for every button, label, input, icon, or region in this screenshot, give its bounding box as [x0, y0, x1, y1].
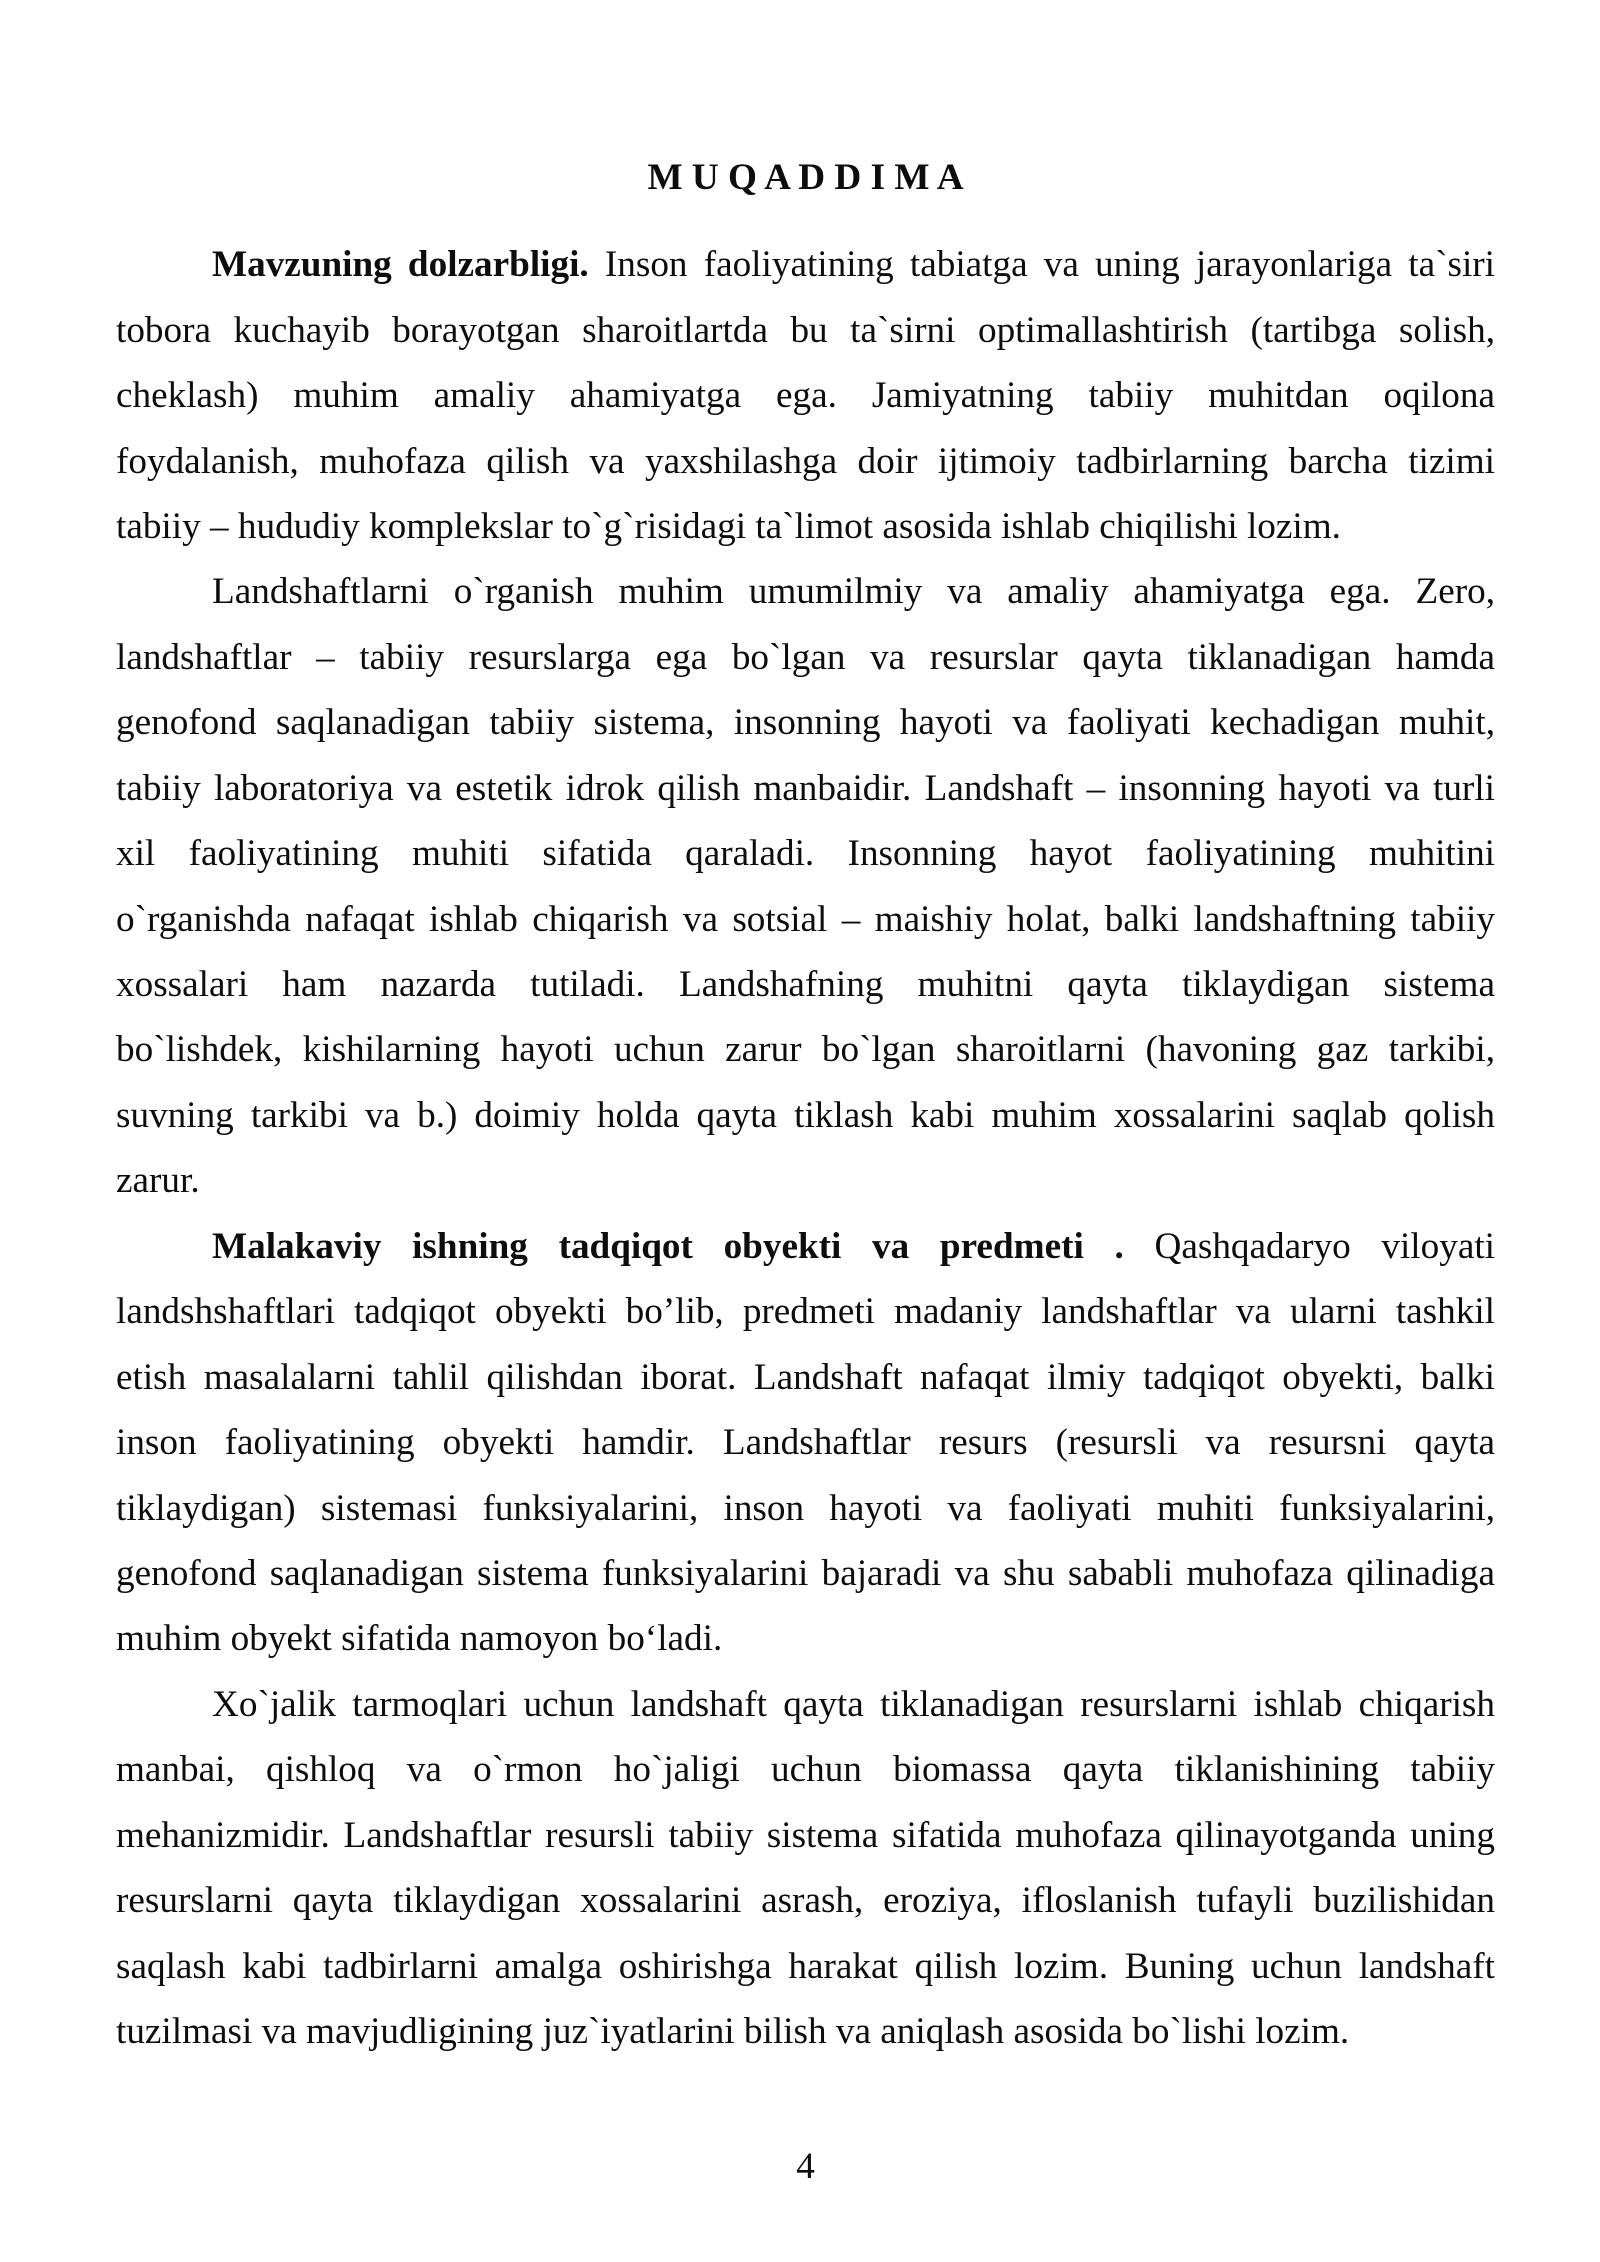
text-line: tabiiy laboratoriya va estetik idrok qilish manbaidir. Landshaft – insonning hayoti va turli — [116, 767, 1495, 809]
text-line: genofond saqlanadigan sistema funksiyalarini bajaradi va shu sababli muhofaza qilinadiga — [116, 1552, 1495, 1594]
text-line: tuzilmasi va mavjudligining juz`iyatlarini bilish va aniqlash asosida bo`lishi lozim. — [116, 2011, 1350, 2053]
text-line: etish masalalarni tahlil qilishdan iborat. Landshaft nafaqat ilmiy tadqiqot obyekti, balki — [116, 1356, 1495, 1398]
text-line: mehanizmidir. Landshaftlar resursli tabiiy sistema sifatida muhofaza qilinayotganda uning — [116, 1814, 1495, 1856]
text-line: landshshaftlari tadqiqot obyekti bo’lib, predmeti madaniy landshaftlar va ularni tashkil — [116, 1291, 1495, 1333]
text-line — [116, 1214, 1495, 1279]
page-content — [116, 145, 1495, 2064]
text-line: landshaftlar – tabiiy resurslarga ega bo`lgan va resurslar qayta tiklanadigan hamda — [116, 636, 1495, 678]
paragraph-lead: Mavzuning dolzarbligi. — [212, 244, 589, 286]
text-line: tobora kuchayib borayotgan sharoitlartda bu ta`sirni optimallashtirish (tartibga solish, — [116, 309, 1495, 351]
paragraph-object-subject — [116, 1214, 1495, 1672]
text-line — [116, 232, 1495, 297]
paragraph-lead: Malakaviy ishning tadqiqot obyekti va predmeti . — [212, 1225, 1124, 1267]
text-line: tiklaydigan) sistemasi funksiyalarini, inson hayoti va faoliyati muhiti funksiyalarini, — [116, 1487, 1495, 1529]
text-line: bo`lishdek, kishilarning hayoti uchun zarur bo`lgan sharoitlarni (havoning gaz tarkibi, — [116, 1029, 1495, 1071]
text-line: zarur. — [116, 1160, 200, 1202]
text-line: xossalari ham nazarda tutiladi. Landshafning muhitni qayta tiklaydigan sistema — [116, 964, 1495, 1006]
text-line: o`rganishda nafaqat ishlab chiqarish va sotsial – maishiy holat, balki landshaftning tabiiy — [116, 898, 1495, 940]
text-line: tabiiy – hududiy komplekslar to`g`risidagi ta`limot asosida ishlab chiqilishi lozim. — [116, 505, 1341, 547]
text-line: suvning tarkibi va b.) doimiy holda qayta tiklash kabi muhim xossalarini saqlab qolish — [116, 1094, 1495, 1136]
text-line: saqlash kabi tadbirlarni amalga oshirishga harakat qilish lozim. Buning uchun landshaft — [116, 1945, 1495, 1987]
text-line: xil faoliyatining muhiti sifatida qaraladi. Insonning hayot faoliyatining muhitini — [116, 833, 1495, 875]
text-line: genofond saqlanadigan tabiiy sistema, insonning hayoti va faoliyati kechadigan muhit, — [116, 702, 1495, 744]
paragraph-resources — [116, 1672, 1495, 2065]
text-line: cheklash) muhim amaliy ahamiyatga ega. Jamiyatning tabiiy muhitdan oqilona — [116, 375, 1495, 417]
page-title: M U Q A D D I M A — [647, 157, 964, 198]
text-line: Landshaftlarni o`rganish muhim umumilmiy va amaliy ahamiyatga ega. Zero, — [212, 571, 1495, 613]
page-number: 4 — [796, 2146, 815, 2187]
line-text: Qashqadaryo viloyati — [1154, 1225, 1495, 1267]
paragraph-landscapes — [116, 559, 1495, 1213]
text-line: inson faoliyatining obyekti hamdir. Landshaftlar resurs (resursli va resursni qayta — [116, 1422, 1495, 1464]
text-line: Xo`jalik tarmoqlari uchun landshaft qayta tiklanadigan resurslarni ishlab chiqarish — [212, 1683, 1495, 1725]
text-line: resurslarni qayta tiklaydigan xossalarini asrash, eroziya, ifloslanish tufayli buzilishidan — [116, 1880, 1495, 1922]
text-line: manbai, qishloq va o`rmon ho`jaligi uchun biomassa qayta tiklanishining tabiiy — [116, 1749, 1495, 1791]
text-line: muhim obyekt sifatida namoyon bo‘ladi. — [116, 1618, 723, 1660]
paragraph-relevance — [116, 232, 1495, 559]
line-text: Inson faoliyatining tabiatga va uning jarayonlariga ta`siri — [604, 244, 1495, 286]
text-line: foydalanish, muhofaza qilish va yaxshilashga doir ijtimoiy tadbirlarning barcha tizimi — [116, 440, 1495, 482]
